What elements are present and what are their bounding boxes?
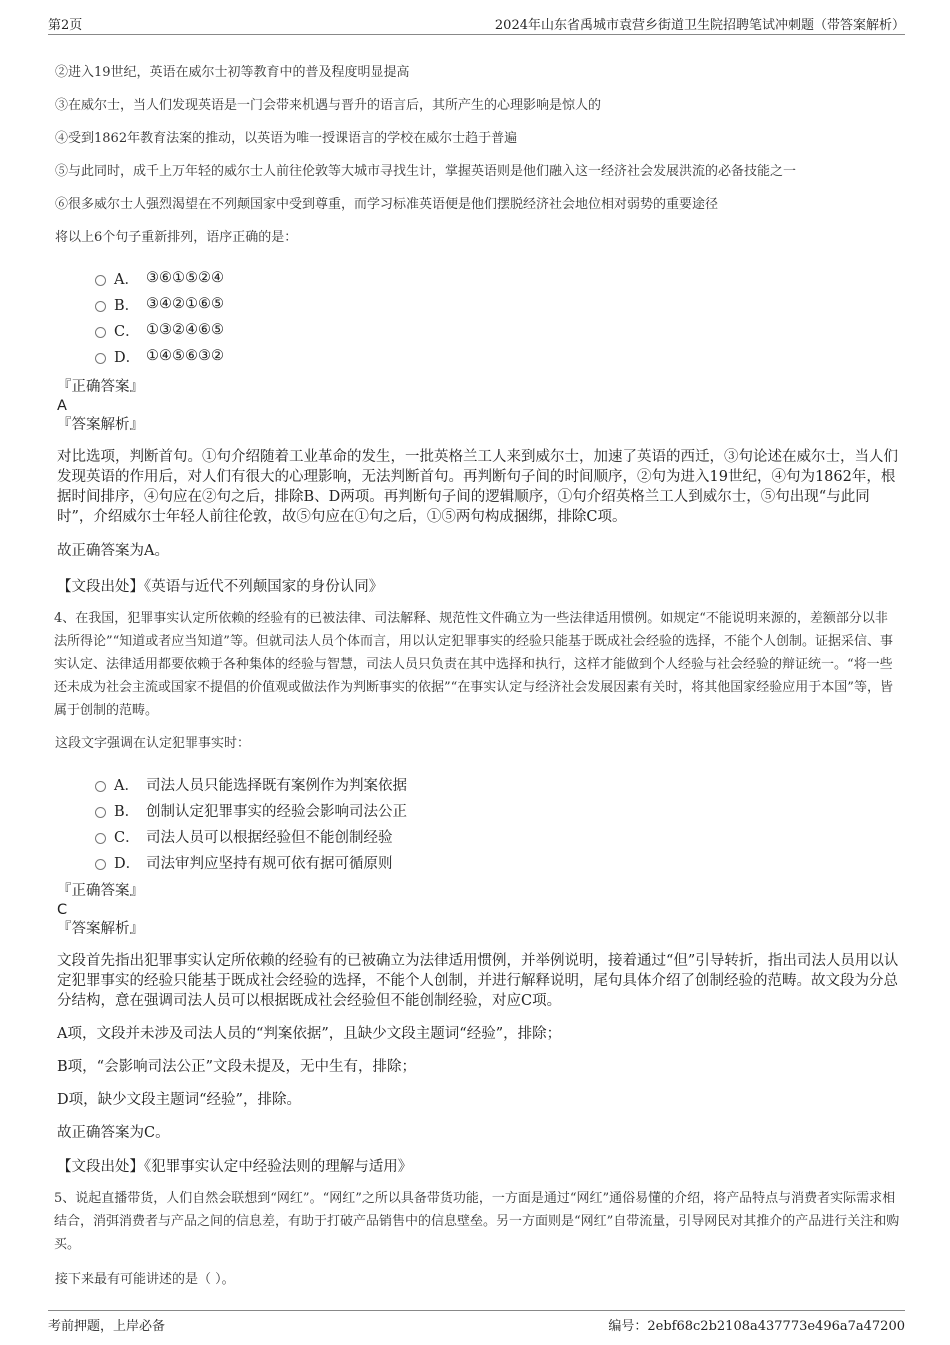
analysis-text: 对比选项，判断首句。①句介绍随着工业革命的发生，一批英格兰工人来到威尔士，加速了英语的西迁，③句论述在威尔士，当人们发现英语的作用后，对人们有很大的心理影响，无法判断首句。再判断句子间的时间顺序，②句为进入19世纪，④句为1862年，根据时间排序，④句应在②句之后，排除B、D两项。再判断句子间的逻辑顺序，①句介绍英格兰工人到威尔士，⑤句出现“与此同时”，介绍威尔士年轻人前往伦敦，故⑤句应在①句之后，①⑤两句构成捆绑，排除C项。: [57, 449, 898, 525]
option-b[interactable]: B． ③④②①⑥⑤: [95, 291, 900, 317]
radio-icon[interactable]: [95, 327, 106, 338]
sentence-4: ④受到1862年教育法案的推动，以英语为唯一授课语言的学校在威尔士趋于普遍: [55, 131, 518, 146]
source-citation: 【文段出处】《英语与近代不列颠国家的身份认同》: [57, 579, 384, 595]
sentence-2: ②进入19世纪，英语在威尔士初等教育中的普及程度明显提高: [55, 65, 410, 80]
correct-answer-label: 『正确答案』: [57, 379, 144, 395]
radio-icon[interactable]: [95, 807, 106, 818]
correct-answer: A: [57, 398, 67, 414]
source-citation: 【文段出处】《犯罪事实认定中经验法则的理解与适用》: [57, 1159, 413, 1175]
option-a[interactable]: A． ③⑥①⑤②④: [95, 265, 900, 291]
analysis-option-b: B项，“会影响司法公正”文段未提及，无中生有，排除；: [57, 1059, 416, 1075]
question-prompt: 将以上6个句子重新排列，语序正确的是：: [55, 230, 298, 245]
document-title: 2024年山东省禹城市袁营乡街道卫生院招聘笔试冲刺题（带答案解析）: [494, 18, 905, 33]
radio-icon[interactable]: [95, 833, 106, 844]
question-prompt: 接下来最有可能讲述的是（ ）。: [55, 1272, 235, 1287]
answer-options: [95, 771, 900, 875]
radio-icon[interactable]: [95, 353, 106, 364]
document-id: 编号：2ebf68c2b2108a437773e496a7a47200: [608, 1319, 905, 1334]
radio-icon[interactable]: [95, 859, 106, 870]
answer-options: [95, 265, 900, 369]
option-b[interactable]: B． 创制认定犯罪事实的经验会影响司法公正: [95, 797, 900, 823]
radio-icon[interactable]: [95, 275, 106, 286]
option-c[interactable]: C． ①③②④⑥⑤: [95, 317, 900, 343]
analysis-option-a: A项，文段并未涉及司法人员的“判案依据”，且缺少文段主题词“经验”，排除；: [57, 1026, 562, 1042]
analysis-label: 『答案解析』: [57, 921, 144, 937]
analysis-label: 『答案解析』: [57, 417, 144, 433]
option-d[interactable]: D． 司法审判应坚持有规可依有据可循原则: [95, 849, 900, 875]
question-stem: 5、说起直播带货，人们自然会联想到“网红”。“网红”之所以具备带货功能，一方面是通过“网红”通俗易懂的介绍，将产品特点与消费者实际需求相结合，消弭消费者与产品之间的信息差，有助于打破产品销售中的信息壁垒。另一方面则是“网红”自带流量，引导网民对其推介的产品进行关注和购买。: [54, 1191, 900, 1252]
correct-answer-label: 『正确答案』: [57, 883, 144, 899]
radio-icon[interactable]: [95, 301, 106, 312]
analysis-conclusion: 故正确答案为C。: [57, 1125, 170, 1141]
analysis-conclusion: 故正确答案为A。: [57, 543, 169, 559]
question-5: [55, 1187, 900, 1291]
question-stem: 4、在我国，犯罪事实认定所依赖的经验有的已被法律、司法解释、规范性文件确立为一些法律适用惯例。如规定“不能说明来源的，差额部分以非法所得论”“知道或者应当知道”等。但就司法人员个体而言，用以认定犯罪事实的经验只能基于既成社会经验的选择，不能个人创制。证据采信、事实认定、法律适用都要依赖于各种集体的经验与智慧，司法人员只负责在其中选择和执行，这样才能做到个人经验与社会经验的辩证统一。“将一些还未成为社会主流或国家不提倡的价值观或做法作为判断事实的依据”“在事实认定与经济社会发展因素有关时，将其他国家经验应用于本国”等，皆属于创制的范畴。: [54, 611, 893, 718]
question-4: [55, 607, 900, 1177]
sentence-6: ⑥很多威尔士人强烈渴望在不列颠国家中受到尊重，而学习标准英语便是他们摆脱经济社会地位相对弱势的重要途径: [55, 197, 719, 212]
option-c[interactable]: C． 司法人员可以根据经验但不能创制经验: [95, 823, 900, 849]
sentence-5: ⑤与此同时，成千上万年轻的威尔士人前往伦敦等大城市寻找生计，掌握英语则是他们融入这一经济社会发展洪流的必备技能之一: [55, 164, 797, 179]
radio-icon[interactable]: [95, 781, 106, 792]
option-d[interactable]: D． ①④⑤⑥③②: [95, 343, 900, 369]
question-3: [55, 61, 900, 597]
page-number: 第2页: [48, 18, 83, 33]
option-a[interactable]: A． 司法人员只能选择既有案例作为判案依据: [95, 771, 900, 797]
page-content: [55, 30, 900, 1291]
question-prompt: 这段文字强调在认定犯罪事实时：: [55, 736, 251, 751]
sentence-3: ③在威尔士，当人们发现英语是一门会带来机遇与晋升的语言后，其所产生的心理影响是惊人的: [55, 98, 602, 113]
footer-slogan: 考前押题，上岸必备: [48, 1319, 166, 1334]
analysis-text: 文段首先指出犯罪事实认定所依赖的经验有的已被确立为法律适用惯例，并举例说明，接着通过“但”引导转折，指出司法人员用以认定犯罪事实的经验只能基于既成社会经验的选择，不能个人创制，并进行解释说明，尾句具体介绍了创制经验的范畴。故文段为分总分结构，意在强调司法人员可以根据既成社会经验但不能创制经验，对应C项。: [57, 953, 899, 1009]
page-footer: [48, 1310, 905, 1334]
analysis-option-d: D项，缺少文段主题词“经验”，排除。: [57, 1092, 301, 1108]
correct-answer: C: [57, 902, 68, 918]
